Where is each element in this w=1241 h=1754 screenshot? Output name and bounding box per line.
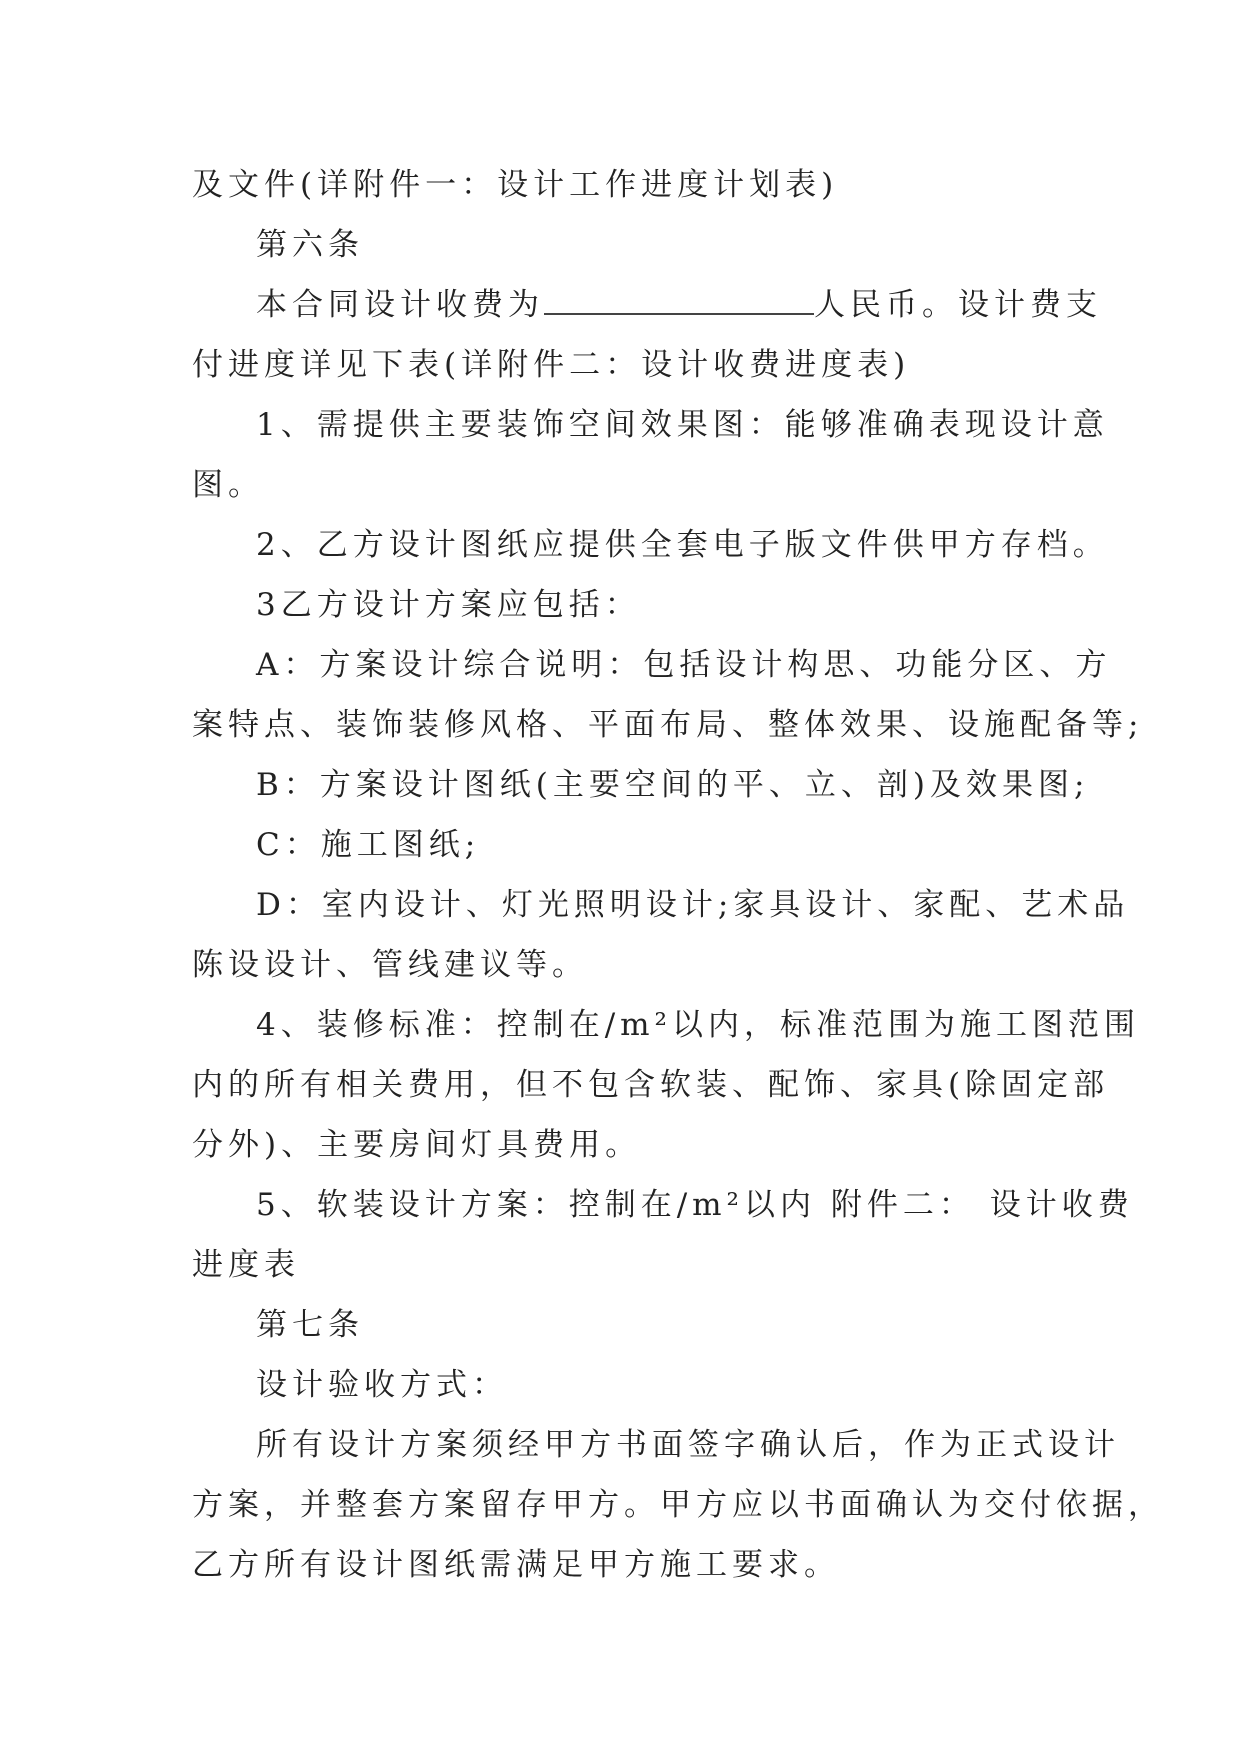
text-line: 乙方所有设计图纸需满足甲方施工要求。 <box>192 1547 840 1583</box>
text-line: 方案，并整套方案留存甲方。甲方应以书面确认为交付依据， <box>192 1487 1164 1523</box>
text-line: D：室内设计、灯光照明设计;家具设计、家配、艺术品 <box>256 887 1130 923</box>
text-line: 付进度详见下表(详附件二：设计收费进度表) <box>192 347 911 383</box>
text-line: 分外)、主要房间灯具费用。 <box>192 1127 642 1163</box>
text-line: 2、乙方设计图纸应提供全套电子版文件供甲方存档。 <box>256 527 1109 563</box>
text-line: A：方案设计综合说明：包括设计构思、功能分区、方 <box>256 647 1112 683</box>
article-heading: 第七条 <box>256 1307 364 1343</box>
text-line: 5、软装设计方案：控制在/m²以内 附件二： 设计收费 <box>256 1187 1134 1223</box>
text-line: C：施工图纸; <box>256 827 481 863</box>
fee-amount-blank <box>544 283 814 315</box>
text-line: 内的所有相关费用，但不包含软装、配饰、家具(除固定部 <box>192 1067 1110 1103</box>
document-page <box>192 155 1164 1595</box>
article-heading: 第六条 <box>256 227 364 263</box>
text-line: 进度表 <box>192 1247 300 1283</box>
text-line: 及文件(详附件一：设计工作进度计划表) <box>192 167 839 203</box>
text-line: B：方案设计图纸(主要空间的平、立、剖)及效果图; <box>256 767 1090 803</box>
fee-label: 本合同设计收费为 <box>256 287 544 323</box>
text-line: 案特点、装饰装修风格、平面布局、整体效果、设施配备等; <box>192 707 1144 743</box>
text-line: 图。 <box>192 467 264 503</box>
fee-currency-text: 人民币。设计费支 <box>814 287 1102 323</box>
text-line: 设计验收方式： <box>256 1367 508 1403</box>
text-line: 1、需提供主要装饰空间效果图：能够准确表现设计意 <box>256 407 1109 443</box>
text-line: 4、装修标准：控制在/m²以内，标准范围为施工图范围 <box>256 1007 1140 1043</box>
text-line-fee <box>192 275 1102 335</box>
text-line: 3乙方设计方案应包括： <box>256 587 641 623</box>
text-line: 所有设计方案须经甲方书面签字确认后，作为正式设计 <box>256 1427 1120 1463</box>
text-line: 陈设设计、管线建议等。 <box>192 947 588 983</box>
